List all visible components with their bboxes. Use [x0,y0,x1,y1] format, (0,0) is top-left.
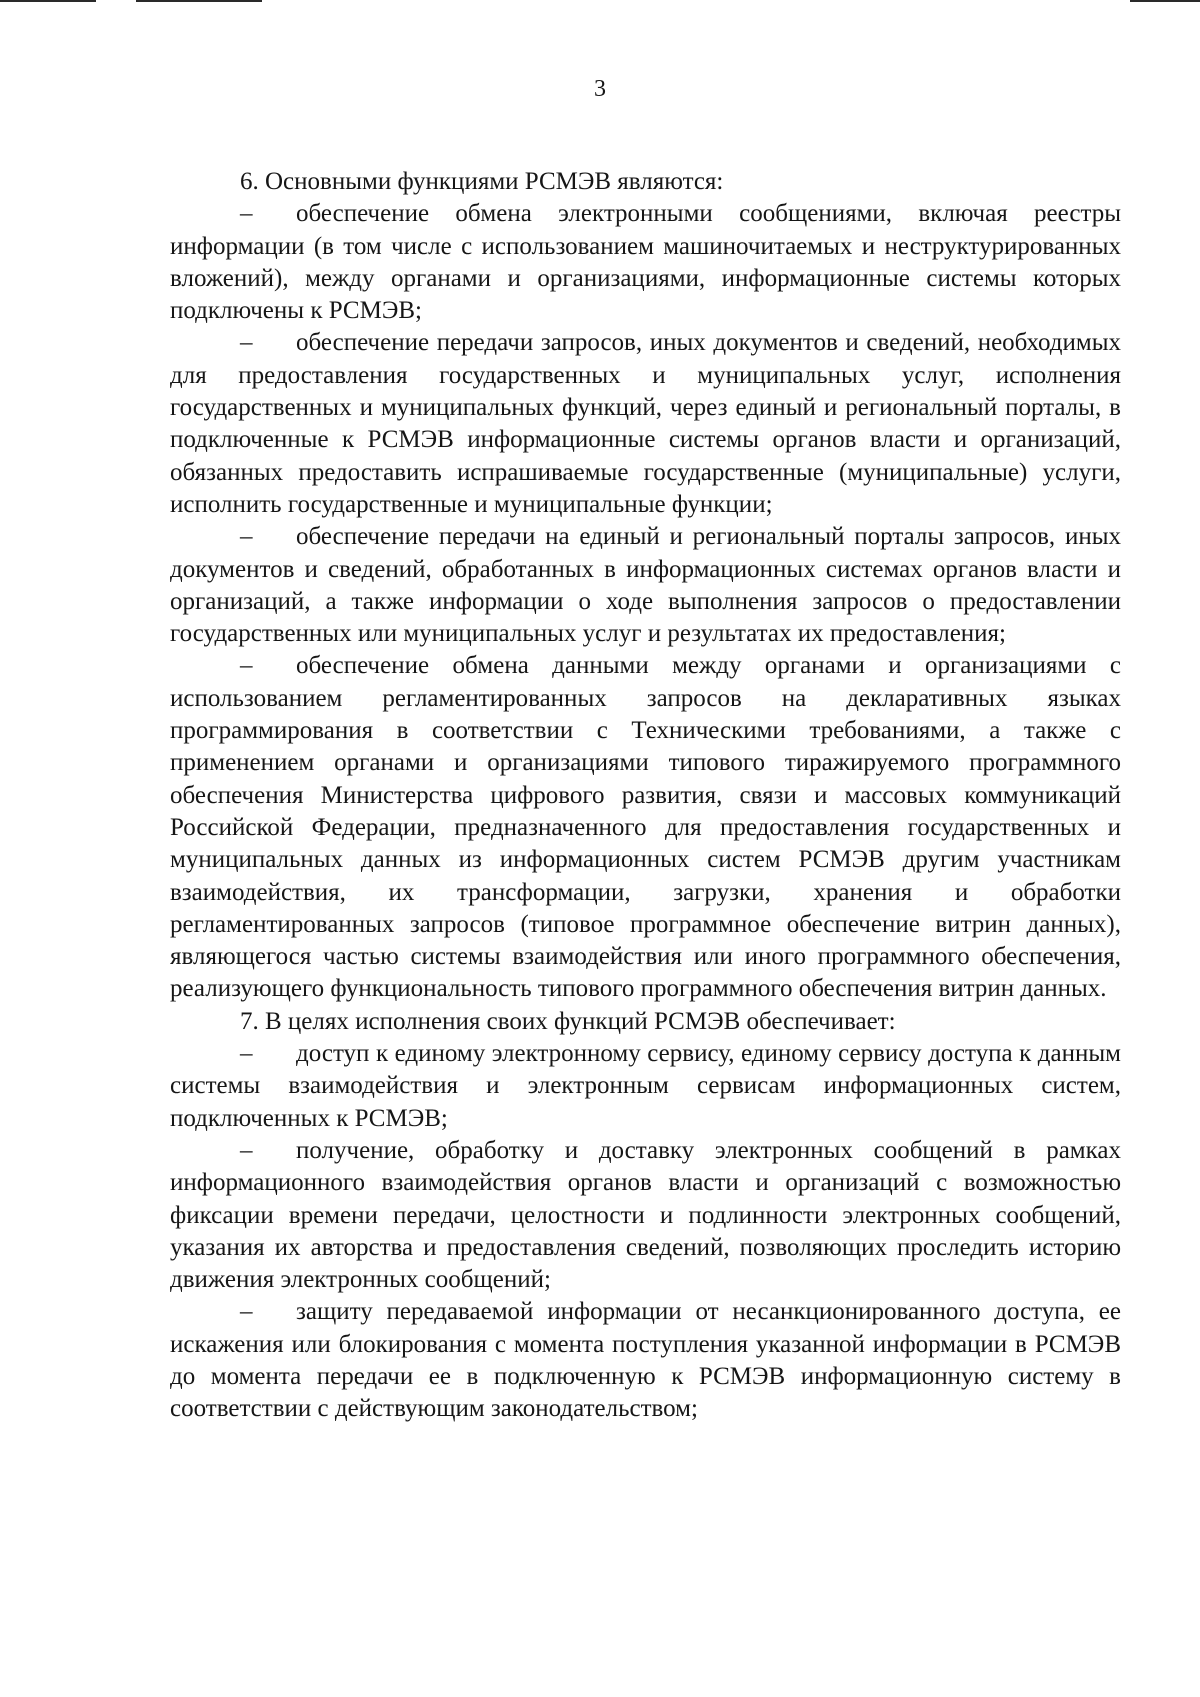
clause-text: обеспечение передачи на единый и региональный порталы запросов, иных документов и сведений, обработанных в информационных системах органов власти и организаций, а также информации о ходе выполнения запросов о предоставлении государственных или муниципальных услуг и результатах их предоставления; [170,523,1121,648]
list-dash: – [240,1298,253,1326]
section-6-item [170,650,1121,1005]
scan-edge-line-mid [136,0,262,2]
list-dash: – [240,200,253,228]
clause-text: получение, обработку и доставку электронных сообщений в рамках информационного взаимодействия органов власти и организаций с возможностью фиксации времени передачи, целостности и подлинности электронных сообщений, указания их авторства и предоставления сведений, позволяющих проследить историю движения электронных сообщений; [170,1136,1121,1294]
section-7-item [170,1296,1121,1425]
clause-text: обеспечение обмена электронными сообщениями, включая реестры информации (в том числе с использованием машиночитаемых и неструктурированных вложений), между органами и организациями, информационные системы которых подключены к РСМЭВ; [170,200,1121,325]
clause-text: обеспечение передачи запросов, иных документов и сведений, необходимых для предоставления государственных и муниципальных услуг, исполнения государственных и муниципальных функций, через единый и региональный порталы, в подключенные к РСМЭВ информационные системы органов власти и организаций, обязанных предоставить испрашиваемые государственные (муниципальные) услуги, исполнить государственные и муниципальные функции; [170,329,1121,518]
list-dash: – [240,523,253,551]
section-7-heading: 7. В целях исполнения своих функций РСМЭВ обеспечивает: [240,1007,896,1035]
clause-text: защиту передаваемой информации от несанкционированного доступа, ее искажения или блокирования с момента поступления указанной информации в РСМЭВ до момента передачи ее в подключенную к РСМЭВ информационную систему в соответствии с действующим законодательством; [170,1298,1121,1423]
section-6-heading: 6. Основными функциями РСМЭВ являются: [240,168,724,195]
section-6-item [170,327,1121,521]
scan-edge-line-left [0,0,96,2]
list-dash: – [240,1040,253,1068]
list-dash: – [240,1136,253,1164]
section-6-item [170,198,1121,327]
page-number: 3 [594,76,606,102]
scan-edge-line-right [1130,0,1200,2]
section-6-item [170,521,1121,650]
section-7-item [170,1135,1121,1296]
list-dash: – [240,329,253,357]
clause-text: обеспечение обмена данными между органами и организациями с использованием регламентированных запросов на декларативных языках программирования в соответствии с Техническими требованиями, а также с применением органами и организациями типового тиражируемого программного обеспечения Министерства цифрового развития, связи и массовых коммуникаций Российской Федерации, предназначенного для предоставления государственных и муниципальных данных из информационных систем РСМЭВ другим участникам взаимодействия, их трансформации, загрузки, хранения и обработки регламентированных запросов (типовое программное обеспечение витрин данных), являющегося частью системы взаимодействия или иного программного обеспечения, реализующего функциональность типового программного обеспечения витрин данных. [170,652,1121,1003]
section-7-item [170,1038,1121,1135]
list-dash: – [240,652,253,680]
document-body [170,166,1121,1426]
clause-text: доступ к единому электронному сервису, единому сервису доступа к данным системы взаимодействия и электронным сервисам информационных систем, подключенных к РСМЭВ; [170,1040,1121,1132]
